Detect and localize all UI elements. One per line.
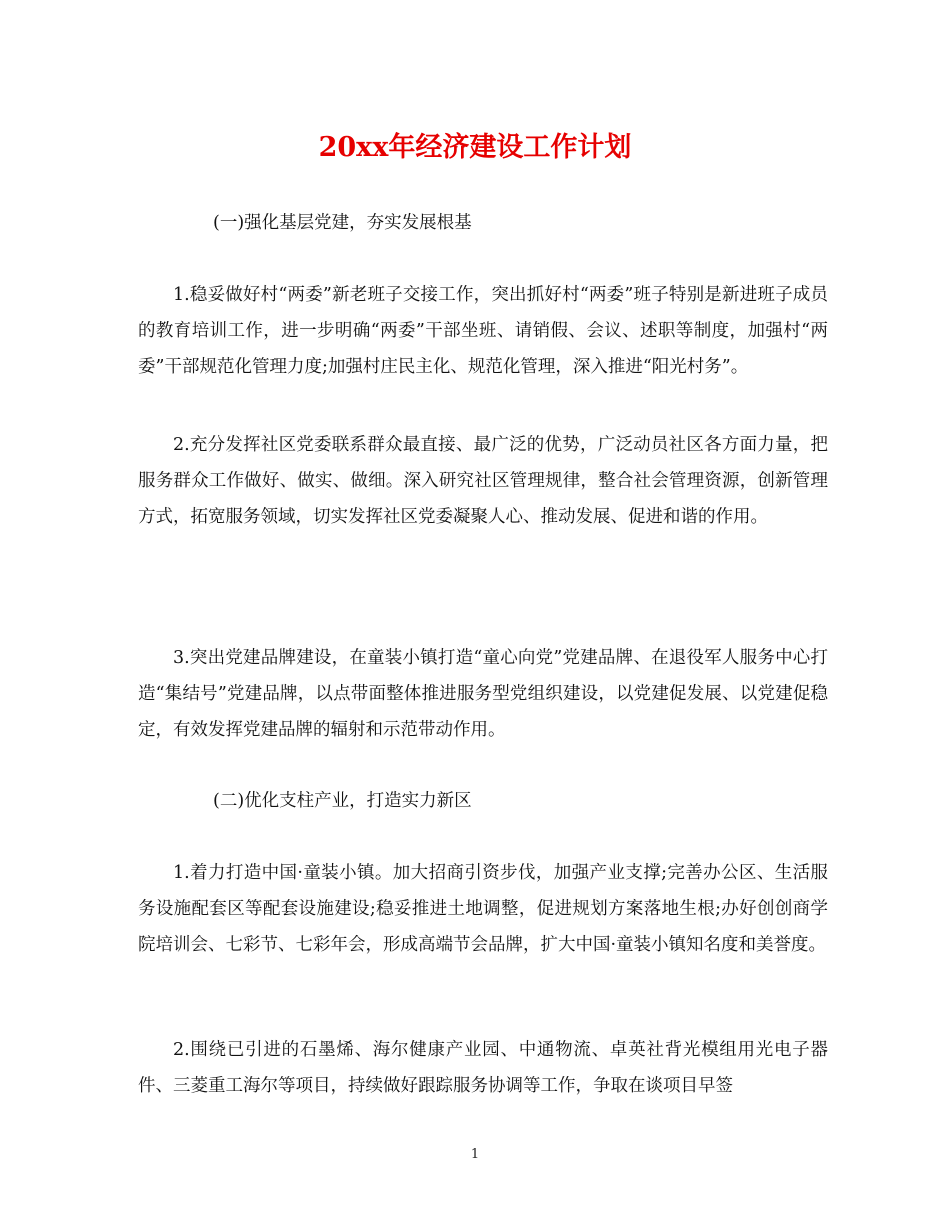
paragraph-1-1: 1.稳妥做好村“两委”新老班子交接工作，突出抓好村“两委”班子特别是新进班子成员的教育培训工作，进一步明确“两委”干部坐班、请销假、会议、述职等制度，加强村“两委”干部规范化管理力度;加强村庄民主化、规范化管理，深入推进“阳光村务”。 [138,285,828,377]
section-heading-2: (二)优化支柱产业，打造实力新区 [213,791,472,811]
paragraph-2-2: 2.围绕已引进的石墨烯、海尔健康产业园、中通物流、卓英社背光模组用光电子器件、三菱重工海尔等项目，持续做好跟踪服务协调等工作，争取在谈项目早签 [138,1040,828,1096]
paragraph-2-1: 1.着力打造中国·童装小镇。加大招商引资步伐，加强产业支撑;完善办公区、生活服务设施配套区等配套设施建设;稳妥推进土地调整，促进规划方案落地生根;办好创创商学院培训会、七彩节、七彩年会，形成高端节会品牌，扩大中国·童装小镇知名度和美誉度。 [138,863,828,955]
section-heading-1: (一)强化基层党建，夯实发展根基 [213,213,472,233]
page-number: 1 [470,1147,480,1162]
paragraph-1-2: 2.充分发挥社区党委联系群众最直接、最广泛的优势，广泛动员社区各方面力量，把服务群众工作做好、做实、做细。深入研究社区管理规律，整合社会管理资源，创新管理方式，拓宽服务领域，切实发挥社区党委凝聚人心、推动发展、促进和谐的作用。 [138,435,828,527]
paragraph-1-3: 3.突出党建品牌建设，在童装小镇打造“童心向党”党建品牌、在退役军人服务中心打造“集结号”党建品牌，以点带面整体推进服务型党组织建设，以党建促发展、以党建促稳定，有效发挥党建品牌的辐射和示范带动作用。 [138,648,828,740]
page-title: 20xx年经济建设工作计划 [318,132,632,163]
